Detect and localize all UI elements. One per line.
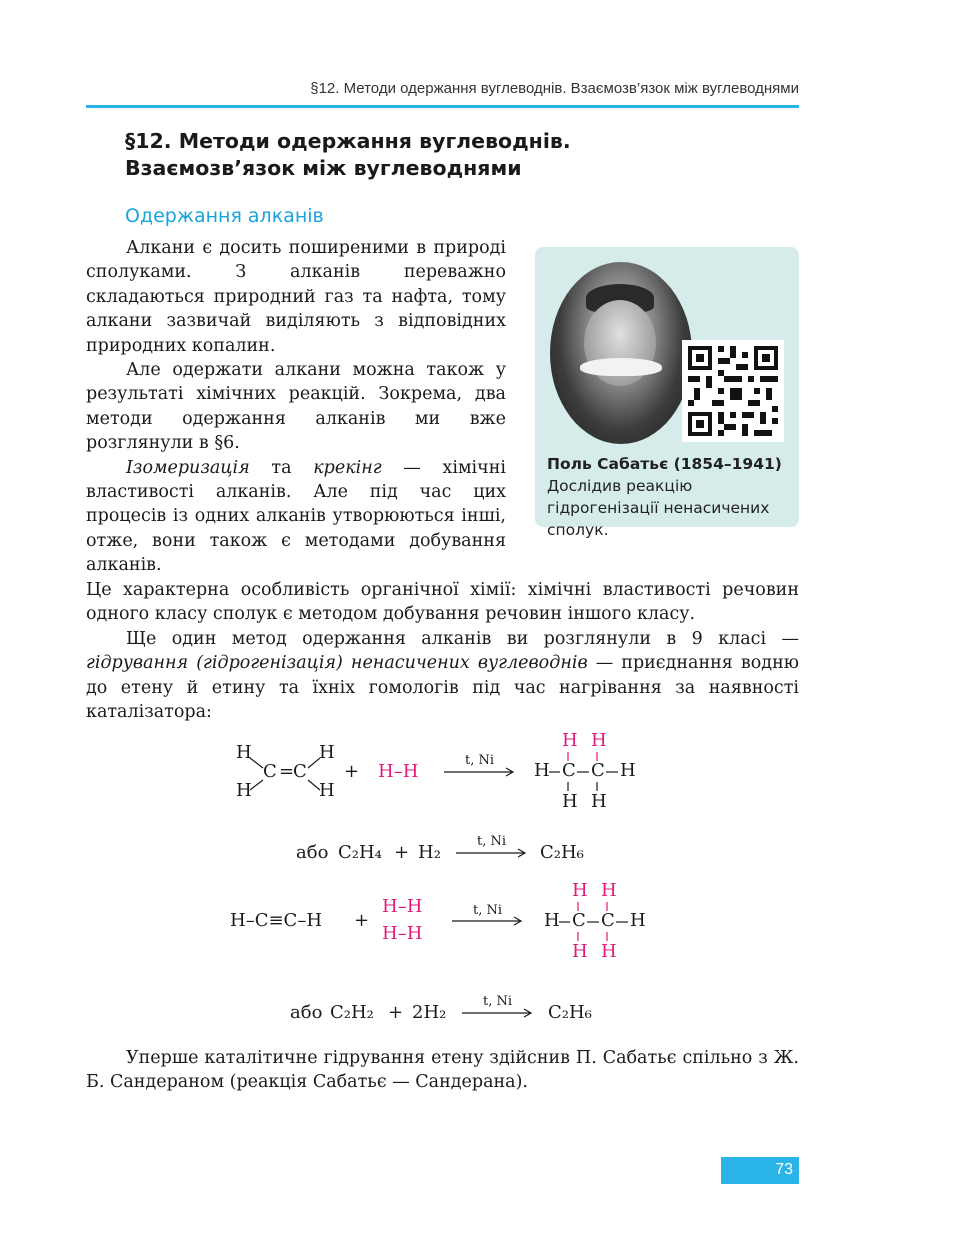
eq1-h-bottom-left: H [236, 780, 252, 801]
eq4-plus: + [388, 1002, 404, 1023]
eq1-ethane-structure [534, 730, 644, 812]
eq1-h-top-left: H [236, 742, 252, 763]
eq2-plus: + [394, 842, 410, 863]
sidebar-caption [547, 453, 793, 541]
paragraph-4 [86, 627, 799, 725]
eq2-ethane: C₂H₆ [540, 842, 584, 863]
eq3-product-h-bottom2: H [601, 941, 617, 962]
paragraph-3 [86, 456, 506, 578]
portrait-image [550, 262, 692, 444]
eq3-conditions: t, Ni [473, 903, 503, 918]
qr-code[interactable] [682, 340, 784, 442]
eq1-double-bond: = [279, 761, 295, 782]
eq1-product-h-top2: H [591, 730, 607, 751]
equation-ethyne-molecular [290, 994, 620, 1030]
term-cracking: крекінг [313, 457, 382, 478]
eq1-h-bottom-right: H [319, 780, 335, 801]
eq4-arrow-icon [462, 1008, 534, 1018]
eq3-product-h-left: H [544, 910, 560, 931]
page-number: 73 [721, 1157, 799, 1184]
eq4-hydrogen: 2H₂ [412, 1002, 447, 1023]
eq3-product-bonds [544, 880, 654, 966]
subheading: Одержання алканів [125, 205, 324, 227]
eq3-product-h-top1: H [572, 880, 588, 901]
eq4-prefix: або [290, 1002, 323, 1023]
eq1-product-h-bottom2: H [591, 791, 607, 812]
eq1-product-h-right: H [620, 760, 636, 781]
term-hydrogenation: гідрування (гідрогенізація) ненасичених вуглеводнів [86, 653, 588, 674]
eq2-ethene: C₂H₄ [338, 842, 382, 863]
paragraph-3-conj: та [249, 457, 314, 478]
eq3-ethane-structure [544, 880, 654, 966]
eq3-product-h-bottom1: H [572, 941, 588, 962]
eq2-prefix: або [296, 842, 329, 863]
sidebar-biography [535, 247, 799, 539]
eq3-product-c1: C [572, 910, 586, 931]
closing-paragraph [86, 1046, 799, 1095]
equation-ethyne-structural [230, 880, 660, 966]
paragraph-1: Алкани є досить поширеними в природі сполуками. З алканів переважно складаються природний газ та нафта, тому алкани зазвичай виділяють з відповідних природних копалин. [86, 238, 506, 356]
paragraph-5: Уперше каталітичне гідрування етену здійснив П. Сабатьє спільно з Ж. Б. Сандераном (реакція Сабатьє — Сандерана). [86, 1048, 799, 1093]
eq1-plus: + [344, 761, 360, 782]
eq3-product-c2: C [601, 910, 615, 931]
eq1-product-bonds [534, 730, 644, 812]
term-isomerization: Ізомеризація [126, 457, 250, 478]
eq3-ethyne: H–C≡C–H [230, 910, 323, 931]
eq3-product-h-top2: H [601, 880, 617, 901]
eq1-hydrogen: H–H [378, 761, 419, 782]
eq2-arrow-icon [456, 848, 528, 858]
eq4-ethyne: C₂H₂ [330, 1002, 374, 1023]
paragraph-4-end: — приєднання водню до етену й етину та їхніх гомологів під час нагрівання за наявності каталізатора: [86, 653, 799, 723]
eq1-product-c1: C [562, 760, 576, 781]
eq1-product-h-top1: H [562, 730, 578, 751]
eq1-h-top-right: H [319, 742, 335, 763]
portrait-moustache [580, 358, 662, 376]
eq3-plus: + [354, 910, 370, 931]
eq1-arrow-icon [444, 767, 516, 777]
eq1-product-h-bottom1: H [562, 791, 578, 812]
eq2-conditions: t, Ni [477, 834, 507, 849]
body-wide-column [86, 578, 799, 724]
eq1-carbon-left: C [263, 761, 277, 782]
equation-ethene-structural [236, 730, 656, 812]
eq4-conditions: t, Ni [483, 994, 513, 1009]
scientist-description: Дослідив реакцію гідрогенізації ненасичених сполук. [547, 477, 770, 539]
section-title-line1: §12. Методи одержання вуглеводнів. [125, 129, 571, 153]
eq1-product-h-left: H [534, 760, 550, 781]
paragraph-4-start: Ще один метод одержання алканів ви розглянули в 9 класі — [126, 628, 799, 649]
qr-code-icon [682, 340, 784, 442]
section-title [125, 128, 571, 182]
eq2-hydrogen: H₂ [418, 842, 441, 863]
equation-ethene-molecular [296, 834, 626, 870]
header-rule [86, 105, 799, 108]
paragraph-2: Але одержати алкани можна також у результаті хімічних реакцій. Зокрема, два методи одержання алканів ми вже розглянули в §6. [86, 360, 506, 454]
section-title-line2: Взаємозв’язок між вуглеводнями [125, 156, 522, 180]
scientist-name: Поль Сабатьє (1854–1941) [547, 455, 782, 473]
eq1-product-c2: C [591, 760, 605, 781]
eq1-conditions: t, Ni [465, 753, 495, 768]
eq3-arrow-icon [452, 916, 524, 926]
eq1-carbon-right: C [293, 761, 307, 782]
eq1-bonds [236, 740, 346, 812]
paragraph-3-continued: Це характерна особливість органічної хімії: хімічні властивості речовин одного класу сполук є методом добування речовин іншого класу. [86, 580, 799, 625]
body-narrow-column [86, 236, 506, 578]
eq3-hydrogen-2: H–H [382, 923, 423, 944]
eq3-hydrogen-1: H–H [382, 896, 423, 917]
paragraph-3-text: — хімічні властивості алканів. Але під час цих процесів із одних алканів утворюються інші, отже, вони також є методами добування алканів. [86, 457, 506, 576]
eq4-ethane: C₂H₆ [548, 1002, 592, 1023]
running-head: §12. Методи одержання вуглеводнів. Взаємозв’язок між вуглеводнями [310, 80, 799, 97]
eq3-product-h-right: H [630, 910, 646, 931]
